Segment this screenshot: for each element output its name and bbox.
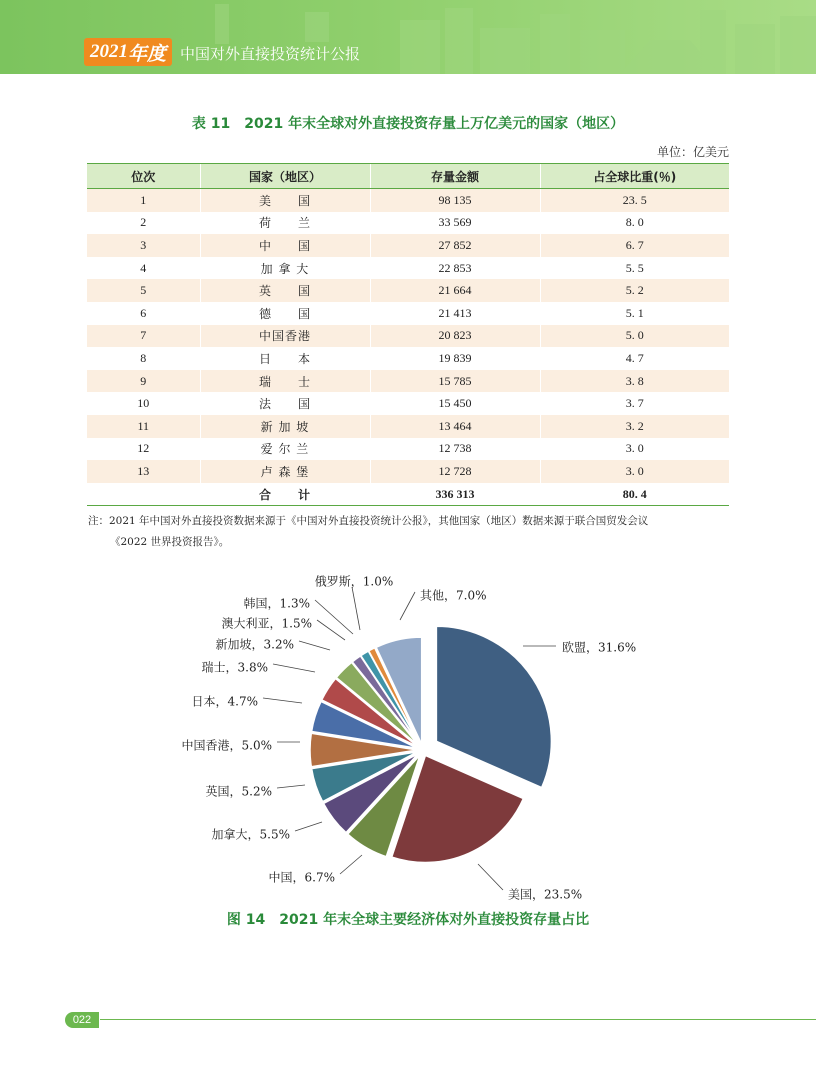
- cell-rank: 10: [87, 392, 200, 415]
- cell-share: 3. 8: [540, 370, 729, 393]
- cell-amount: 12 738: [370, 438, 540, 461]
- cell-rank: 2: [87, 212, 200, 235]
- cell-rank: 13: [87, 460, 200, 483]
- cell-country: 卢 森 堡: [200, 460, 370, 483]
- leader-line-7: [273, 664, 315, 672]
- header-title: 中国对外直接投资统计公报: [180, 45, 361, 63]
- cell-country: 荷 兰: [200, 212, 370, 235]
- slice-label-0: 欧盟，31.6%: [562, 640, 637, 655]
- cell-amount: 19 839: [370, 347, 540, 370]
- leader-line-1: [478, 864, 503, 890]
- cell-country: 中国香港: [200, 325, 370, 348]
- cell-rank: 1: [87, 189, 200, 212]
- header-year-suffix: 年度: [128, 43, 167, 65]
- leader-line-6: [263, 698, 302, 703]
- leader-line-11: [352, 587, 360, 630]
- cell-country: 合 计: [200, 483, 370, 506]
- cell-country: 新 加 坡: [200, 415, 370, 438]
- cell-share: 3. 7: [540, 392, 729, 415]
- leader-line-10: [315, 600, 353, 634]
- table-row: [87, 302, 729, 325]
- leader-line-8: [299, 641, 330, 650]
- cell-share: 6. 7: [540, 234, 729, 257]
- col-header-rank: 位次: [87, 164, 200, 189]
- cell-rank: [87, 483, 200, 506]
- slice-label-1: 美国，23.5%: [508, 887, 583, 902]
- cell-share: 4. 7: [540, 347, 729, 370]
- cell-share: 3. 2: [540, 415, 729, 438]
- table-row: [87, 392, 729, 415]
- table-row: [87, 279, 729, 302]
- slice-label-4: 英国，5.2%: [205, 784, 272, 799]
- slice-label-9: 澳大利亚，1.5%: [221, 616, 312, 631]
- table-row: [87, 189, 729, 212]
- cell-amount: 12 728: [370, 460, 540, 483]
- table-row: [87, 370, 729, 393]
- cell-country: 美 国: [200, 189, 370, 212]
- cell-amount: 33 569: [370, 212, 540, 235]
- cell-share: 5. 2: [540, 279, 729, 302]
- cell-rank: 4: [87, 257, 200, 280]
- table-note: [88, 511, 738, 553]
- cell-amount: 21 413: [370, 302, 540, 325]
- cell-amount: 20 823: [370, 325, 540, 348]
- cell-amount: 336 313: [370, 483, 540, 506]
- table-row: [87, 212, 729, 235]
- cell-share: 5. 0: [540, 325, 729, 348]
- cell-country: 日 本: [200, 347, 370, 370]
- col-header-amount: 存量金额: [370, 164, 540, 189]
- cell-country: 德 国: [200, 302, 370, 325]
- cell-share: 8. 0: [540, 212, 729, 235]
- cell-amount: 15 450: [370, 392, 540, 415]
- col-header-share: 占全球比重(％): [540, 164, 729, 189]
- cell-country: 爱 尔 兰: [200, 438, 370, 461]
- pie-slice-0: [436, 626, 551, 787]
- footer-rule: [100, 1019, 816, 1020]
- slice-label-3: 加拿大，5.5%: [211, 827, 290, 842]
- table-row: [87, 438, 729, 461]
- table-row: [87, 460, 729, 483]
- cell-rank: 3: [87, 234, 200, 257]
- leader-line-4: [277, 785, 305, 788]
- cell-share: 23. 5: [540, 189, 729, 212]
- cell-rank: 11: [87, 415, 200, 438]
- cell-rank: 8: [87, 347, 200, 370]
- cell-rank: 5: [87, 279, 200, 302]
- cell-share: 3. 0: [540, 438, 729, 461]
- cell-rank: 9: [87, 370, 200, 393]
- slice-label-7: 瑞士，3.8%: [201, 660, 268, 675]
- cell-country: 英 国: [200, 279, 370, 302]
- leader-line-2: [340, 855, 362, 874]
- cell-rank: 12: [87, 438, 200, 461]
- table-unit: 单位：亿美元: [656, 145, 729, 159]
- year-badge: [84, 38, 172, 66]
- note-line-1: 注：2021 年中国对外直接投资数据来源于《中国对外直接投资统计公报》，其他国家（地区）数据来源于联合国贸发会议: [88, 515, 649, 527]
- slice-label-5: 中国香港，5.0%: [181, 738, 272, 753]
- table-row: [87, 325, 729, 348]
- slice-label-8: 新加坡，3.2%: [215, 637, 294, 652]
- slice-label-6: 日本，4.7%: [191, 694, 258, 709]
- cell-amount: 21 664: [370, 279, 540, 302]
- cell-country: 中 国: [200, 234, 370, 257]
- cell-share: 3. 0: [540, 460, 729, 483]
- table-row: [87, 257, 729, 280]
- cell-rank: 6: [87, 302, 200, 325]
- table-row: [87, 415, 729, 438]
- slice-label-2: 中国，6.7%: [268, 870, 335, 885]
- leader-line-12: [400, 592, 415, 620]
- cell-amount: 15 785: [370, 370, 540, 393]
- page-header: [0, 0, 816, 74]
- cell-amount: 27 852: [370, 234, 540, 257]
- cell-country: 加 拿 大: [200, 257, 370, 280]
- figure-title: 图 14 2021 年末全球主要经济体对外直接投资存量占比: [226, 912, 590, 928]
- investment-table: [87, 163, 729, 506]
- leader-line-3: [295, 822, 322, 831]
- table-row: [87, 234, 729, 257]
- slice-label-10: 韩国，1.3%: [243, 596, 310, 611]
- cell-country: 瑞 士: [200, 370, 370, 393]
- cell-share: 5. 5: [540, 257, 729, 280]
- slice-label-11: 俄罗斯，1.0%: [314, 574, 394, 589]
- slice-label-12: 其他，7.0%: [420, 588, 487, 603]
- table-row: [87, 347, 729, 370]
- cell-amount: 22 853: [370, 257, 540, 280]
- cell-rank: 7: [87, 325, 200, 348]
- page-number: 022: [65, 1012, 99, 1028]
- table-title: 表 11 2021 年末全球对外直接投资存量上万亿美元的国家（地区）: [191, 116, 625, 132]
- pie-chart: [0, 560, 816, 905]
- note-line-2: 《2022 世界投资报告》。: [110, 536, 230, 548]
- cell-amount: 98 135: [370, 189, 540, 212]
- cell-share: 5. 1: [540, 302, 729, 325]
- table-header-row: [87, 164, 729, 189]
- cell-country: 法 国: [200, 392, 370, 415]
- header-year: 2021: [90, 41, 128, 62]
- cell-amount: 13 464: [370, 415, 540, 438]
- col-header-country: 国家（地区）: [200, 164, 370, 189]
- table-total-row: [87, 483, 729, 506]
- cell-share: 80. 4: [540, 483, 729, 506]
